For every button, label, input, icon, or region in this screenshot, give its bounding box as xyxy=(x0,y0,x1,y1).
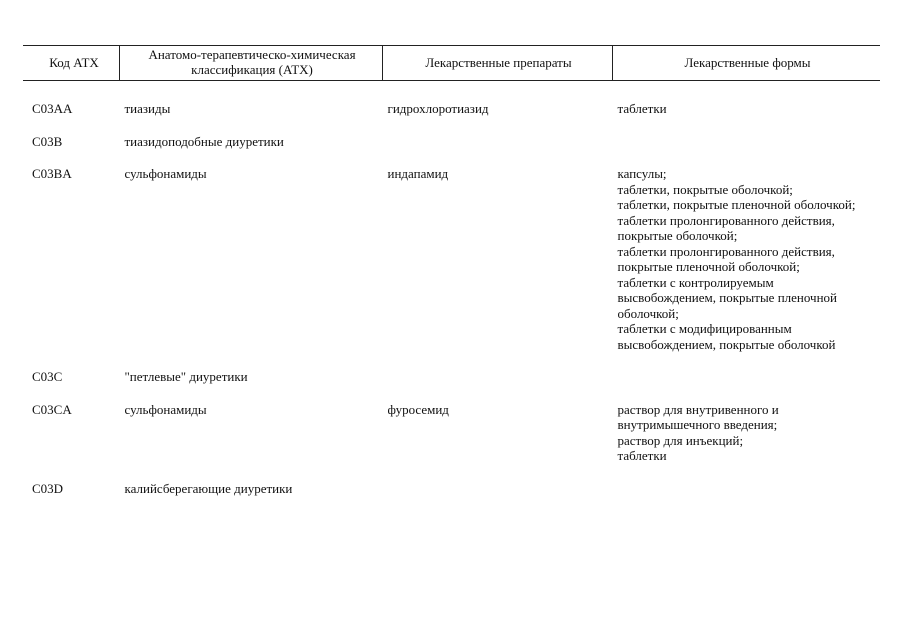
dosage-form-line: высвобождением, покрытые оболочкой xyxy=(617,336,836,352)
dosage-form-line: таблетки с контролируемым xyxy=(617,274,774,290)
cell-dosage-forms xyxy=(613,117,881,150)
cell-dosage-forms xyxy=(613,464,881,497)
dosage-form-line: таблетки пролонгированного действия, xyxy=(617,212,835,228)
cell-classification: сульфонамиды xyxy=(124,166,207,181)
dosage-form-line: внутримышечного введения; xyxy=(617,417,778,432)
header-atc-code: Код АТХ xyxy=(49,54,99,70)
cell-atc-code: C03C xyxy=(32,369,63,384)
cell-drug xyxy=(383,464,613,497)
cell-drug: индапамид xyxy=(387,166,449,181)
table-body xyxy=(23,81,880,497)
table-row xyxy=(23,385,880,464)
dosage-form-line: раствор для инъекций; xyxy=(617,432,744,448)
cell-atc-code: C03CA xyxy=(32,401,72,417)
dosage-form-line: таблетки xyxy=(617,448,667,463)
dosage-form-line: покрытые оболочкой; xyxy=(617,228,738,243)
dosage-form-line: таблетки, покрытые оболочкой; xyxy=(617,181,793,197)
dosage-forms-list xyxy=(618,166,881,352)
dosage-forms-list xyxy=(618,101,881,117)
dosage-form-line: капсулы; xyxy=(617,166,667,181)
dosage-form-line: высвобождением, покрытые пленочной xyxy=(617,290,837,305)
header-dosage-forms: Лекарственные формы xyxy=(613,46,881,81)
table-header xyxy=(23,46,880,81)
cell-drug: фуросемид xyxy=(387,401,449,417)
dosage-form-line: таблетки xyxy=(617,101,667,116)
dosage-form-line: оболочкой; xyxy=(617,305,679,321)
table-row xyxy=(23,81,880,117)
cell-classification: сульфонамиды xyxy=(124,401,207,417)
cell-atc-code: C03B xyxy=(32,133,63,149)
cell-classification: "петлевые" диуретики xyxy=(124,369,248,384)
dosage-form-line: таблетки пролонгированного действия, xyxy=(617,243,835,259)
dosage-form-line: таблетки с модифицированным xyxy=(617,321,792,336)
cell-dosage-forms xyxy=(613,81,881,117)
cell-dosage-forms xyxy=(613,352,881,385)
table-row xyxy=(23,117,880,150)
dosage-form-line: раствор для внутривенного и xyxy=(617,401,779,417)
header-row xyxy=(23,46,880,81)
cell-drug: гидрохлоротиазид xyxy=(387,101,489,116)
cell-drug xyxy=(383,117,613,150)
table-row xyxy=(23,464,880,497)
cell-dosage-forms xyxy=(613,149,881,352)
dosage-forms-list xyxy=(618,402,881,464)
dosage-form-line: таблетки, покрытые пленочной оболочкой; xyxy=(617,197,856,212)
document-page xyxy=(23,45,880,496)
table-row xyxy=(23,149,880,352)
atc-table xyxy=(23,45,880,496)
table-row xyxy=(23,352,880,385)
cell-dosage-forms xyxy=(613,385,881,464)
cell-atc-code: C03AA xyxy=(32,101,73,116)
cell-classification: тиазиды xyxy=(124,101,171,116)
cell-classification: калийсберегающие диуретики xyxy=(124,480,293,496)
cell-atc-code: C03D xyxy=(32,480,64,496)
cell-classification: тиазидоподобные диуретики xyxy=(124,133,284,149)
header-drugs: Лекарственные препараты xyxy=(383,46,613,81)
header-classification: Анатомо-терапевтическо-химическая классификация (АТХ) xyxy=(120,46,383,81)
cell-drug xyxy=(383,352,613,385)
cell-atc-code: C03BA xyxy=(32,166,72,181)
dosage-form-line: покрытые пленочной оболочкой; xyxy=(617,259,800,274)
